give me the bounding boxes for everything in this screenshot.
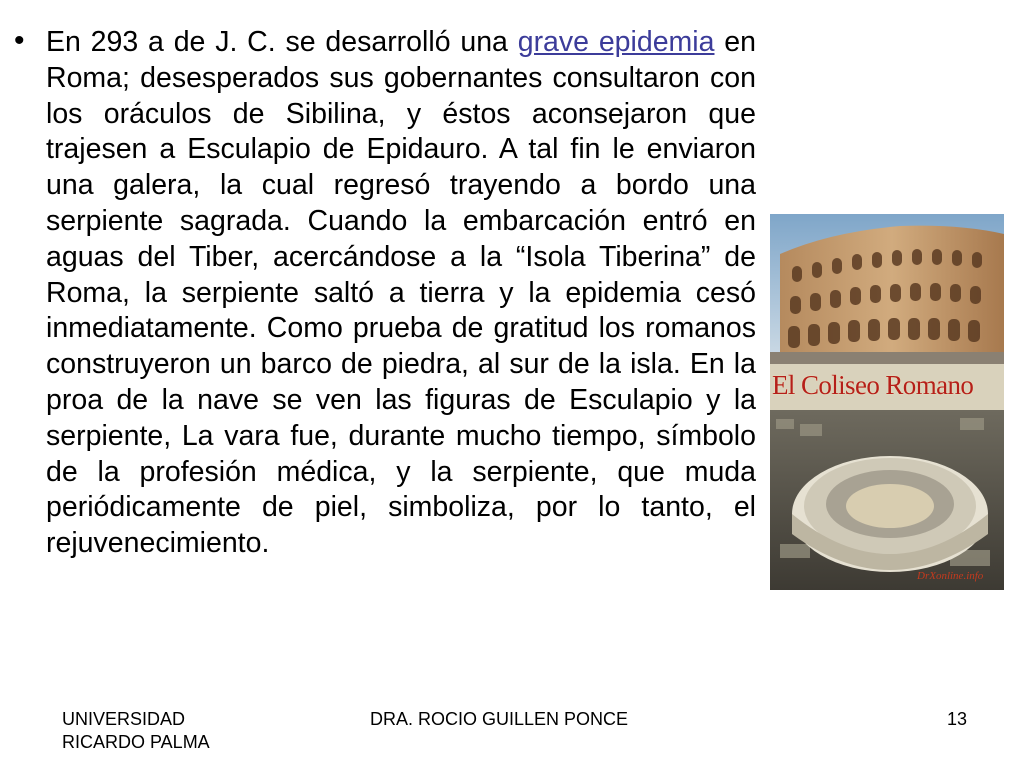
footer-author: DRA. ROCIO GUILLEN PONCE xyxy=(370,709,629,729)
colosseum-image xyxy=(770,214,1004,590)
colosseum-caption: El Coliseo Romano xyxy=(772,370,974,400)
colosseum-illustration xyxy=(770,214,1004,590)
footer-university-line1: UNIVERSIDAD xyxy=(62,709,186,729)
body-text-intro: En 293 a de J. C. se desarrolló una xyxy=(46,26,518,58)
footer-university xyxy=(62,708,210,754)
footer-university-line2: RICARDO PALMA xyxy=(62,732,210,752)
image-credit: DrXonline.info xyxy=(917,570,984,582)
page-number: 13 xyxy=(947,709,968,729)
grave-epidemia-link[interactable]: grave epidemia xyxy=(517,26,715,58)
body-text-main: en Roma; desesperados sus gobernantes consultaron con los oráculos de Sibilina, y éstos aconsejaron que trajesen a Esculapio de Epidauro. A tal fin le enviaron una galera, la cual regresó trayendo a bordo una serpiente sagrada. Cuando la embarcación entró en aguas del Tiber, acercándose a la “Isola Tiberina” de Roma, la serpiente saltó a tierra y la epidemia cesó inmediatamente. Como prueba de gratitud los romanos construyeron un barco de piedra, al sur de la isla. En la proa de la nave se ven las figuras de Esculapio y la serpiente, La vara fue, durante mucho tiempo, símbolo de la profesión médica, y la serpiente, que muda periódicamente de piel, simboliza, por lo tanto, el rejuvenecimiento. xyxy=(46,26,756,560)
bullet-marker: • xyxy=(14,24,25,57)
slide-body-text xyxy=(46,25,756,562)
